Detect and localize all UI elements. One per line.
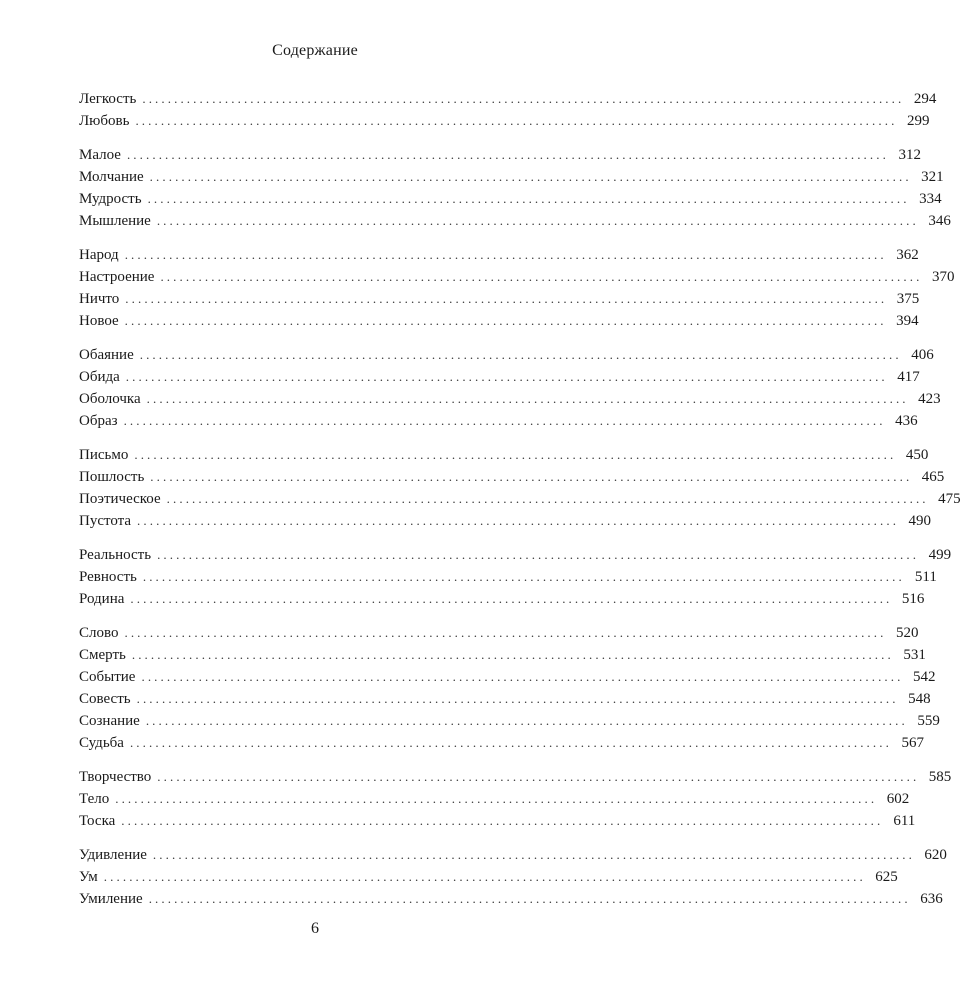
toc-entry-page: 611 <box>893 813 916 829</box>
toc-entry <box>79 644 926 666</box>
dot-leader: ........................................................................................................................ <box>134 447 897 462</box>
toc-group <box>79 144 951 232</box>
toc-entry-page: 542 <box>912 669 936 685</box>
toc-entry-page: 406 <box>911 347 934 363</box>
dot-leader: ........................................................................................................................ <box>121 813 884 828</box>
dot-leader: ........................................................................................................................ <box>147 191 910 206</box>
dot-leader: ........................................................................................................................ <box>124 625 887 640</box>
toc-entry-title: Легкость <box>79 91 137 107</box>
toc-entry-title: Событие <box>79 669 136 685</box>
toc-entry <box>79 810 916 832</box>
dot-leader: ........................................................................................................................ <box>115 791 878 806</box>
toc-entry-page: 531 <box>903 647 926 663</box>
toc-entry-title: Мудрость <box>79 191 142 207</box>
toc-entry <box>79 444 929 466</box>
toc-entry <box>79 666 936 688</box>
toc-entry <box>79 244 919 266</box>
toc-entry <box>79 510 932 532</box>
dot-leader: ........................................................................................................................ <box>166 491 929 506</box>
toc-entry <box>79 88 937 110</box>
toc-entry <box>79 110 930 132</box>
toc-entry <box>79 544 952 566</box>
toc-entry <box>79 410 918 432</box>
toc-entry-title: Пошлость <box>79 469 145 485</box>
toc-entry-title: Письмо <box>79 447 129 463</box>
toc-entry-page: 294 <box>913 91 937 107</box>
toc-entry-title: Творчество <box>79 769 152 785</box>
toc-entry-page: 511 <box>914 569 937 585</box>
toc-entry-title: Новое <box>79 313 119 329</box>
toc-entry-title: Сознание <box>79 713 140 729</box>
toc-entry-title: Мышление <box>79 213 151 229</box>
toc-entry <box>79 288 920 310</box>
toc-entry <box>79 166 944 188</box>
table-of-contents <box>79 88 961 922</box>
toc-entry <box>79 688 931 710</box>
dot-leader: ........................................................................................................................ <box>139 347 902 362</box>
toc-entry-title: Обида <box>79 369 120 385</box>
dot-leader: ........................................................................................................................ <box>142 91 905 106</box>
dot-leader: ........................................................................................................................ <box>137 513 900 528</box>
toc-entry-title: Настроение <box>79 269 155 285</box>
dot-leader: ........................................................................................................................ <box>126 147 889 162</box>
toc-entry-page: 475 <box>938 491 961 507</box>
dot-leader: ........................................................................................................................ <box>123 413 886 428</box>
toc-group <box>79 444 961 532</box>
toc-entry-page: 520 <box>895 625 919 641</box>
dot-leader: ........................................................................................................................ <box>148 891 911 906</box>
toc-entry-page: 375 <box>896 291 920 307</box>
toc-entry-title: Обаяние <box>79 347 134 363</box>
dot-leader: ........................................................................................................................ <box>136 691 899 706</box>
toc-entry <box>79 366 920 388</box>
dot-leader: ........................................................................................................................ <box>124 247 887 262</box>
toc-entry-page: 559 <box>917 713 940 729</box>
toc-entry-title: Ничто <box>79 291 120 307</box>
toc-entry-page: 499 <box>928 547 952 563</box>
toc-entry-page: 299 <box>906 113 930 129</box>
toc-entry-page: 567 <box>901 735 924 751</box>
toc-entry-title: Судьба <box>79 735 124 751</box>
dot-leader: ........................................................................................................................ <box>145 713 908 728</box>
dot-leader: ........................................................................................................................ <box>156 213 919 228</box>
dot-leader: ........................................................................................................................ <box>152 847 915 862</box>
toc-entry-title: Удивление <box>79 847 147 863</box>
toc-entry <box>79 766 952 788</box>
toc-entry-title: Поэтическое <box>79 491 161 507</box>
toc-entry <box>79 388 941 410</box>
toc-entry-page: 620 <box>924 847 947 863</box>
dot-leader: ........................................................................................................................ <box>130 591 893 606</box>
toc-entry <box>79 866 898 888</box>
dot-leader: ........................................................................................................................ <box>149 169 912 184</box>
toc-entry-page: 321 <box>921 169 944 185</box>
toc-entry-title: Совесть <box>79 691 131 707</box>
dot-leader: ........................................................................................................................ <box>150 469 913 484</box>
dot-leader: ........................................................................................................................ <box>125 291 888 306</box>
toc-entry <box>79 466 945 488</box>
toc-entry-title: Пустота <box>79 513 132 529</box>
toc-entry-title: Молчание <box>79 169 144 185</box>
toc-entry-page: 636 <box>920 891 943 907</box>
toc-entry <box>79 588 925 610</box>
page-title: Содержание <box>272 42 358 59</box>
dot-leader: ........................................................................................................................ <box>142 569 905 584</box>
toc-entry-title: Тело <box>79 791 110 807</box>
toc-entry-page: 516 <box>901 591 925 607</box>
toc-entry <box>79 144 921 166</box>
toc-entry <box>79 310 919 332</box>
toc-entry-page: 625 <box>875 869 898 885</box>
dot-leader: ........................................................................................................................ <box>129 735 892 750</box>
toc-entry-title: Любовь <box>79 113 130 129</box>
toc-entry-page: 450 <box>905 447 929 463</box>
toc-entry-page: 436 <box>895 413 918 429</box>
toc-entry-page: 362 <box>896 247 919 263</box>
dot-leader: ........................................................................................................................ <box>160 269 923 284</box>
toc-entry-title: Слово <box>79 625 119 641</box>
toc-entry <box>79 210 951 232</box>
toc-group <box>79 844 947 910</box>
dot-leader: ........................................................................................................................ <box>135 113 898 128</box>
toc-entry-title: Малое <box>79 147 121 163</box>
dot-leader: ........................................................................................................................ <box>131 647 894 662</box>
toc-entry-page: 312 <box>898 147 921 163</box>
dot-leader: ........................................................................................................................ <box>125 369 888 384</box>
page-number: 6 <box>311 920 319 937</box>
toc-entry <box>79 344 934 366</box>
toc-entry-page: 423 <box>918 391 941 407</box>
toc-entry-page: 417 <box>897 369 920 385</box>
toc-entry <box>79 888 943 910</box>
toc-entry-page: 585 <box>928 769 952 785</box>
toc-entry-page: 370 <box>931 269 955 285</box>
toc-entry-title: Образ <box>79 413 118 429</box>
toc-entry <box>79 844 947 866</box>
toc-group <box>79 544 952 610</box>
toc-entry-page: 602 <box>886 791 910 807</box>
toc-entry-title: Ум <box>79 869 98 885</box>
toc-entry <box>79 788 910 810</box>
toc-entry <box>79 566 937 588</box>
dot-leader: ........................................................................................................................ <box>141 669 904 684</box>
toc-entry-title: Тоска <box>79 813 116 829</box>
toc-group <box>79 344 941 432</box>
dot-leader: ........................................................................................................................ <box>103 869 866 884</box>
toc-entry-title: Смерть <box>79 647 126 663</box>
dot-leader: ........................................................................................................................ <box>157 547 920 562</box>
toc-entry-page: 465 <box>921 469 945 485</box>
toc-entry-title: Родина <box>79 591 125 607</box>
toc-entry-page: 394 <box>896 313 919 329</box>
toc-entry-page: 346 <box>928 213 951 229</box>
toc-entry-title: Реальность <box>79 547 152 563</box>
dot-leader: ........................................................................................................................ <box>157 769 920 784</box>
toc-entry-title: Ревность <box>79 569 137 585</box>
toc-group <box>79 766 952 832</box>
toc-entry <box>79 710 940 732</box>
toc-entry-title: Народ <box>79 247 119 263</box>
toc-entry-page: 334 <box>919 191 942 207</box>
dot-leader: ........................................................................................................................ <box>146 391 909 406</box>
toc-group <box>79 244 955 332</box>
toc-entry-page: 548 <box>908 691 931 707</box>
toc-group <box>79 622 940 754</box>
toc-entry <box>79 622 919 644</box>
toc-entry <box>79 732 924 754</box>
toc-group <box>79 88 937 132</box>
toc-entry-page: 490 <box>908 513 932 529</box>
toc-entry <box>79 266 955 288</box>
toc-entry-title: Оболочка <box>79 391 141 407</box>
toc-entry-title: Умиление <box>79 891 143 907</box>
dot-leader: ........................................................................................................................ <box>124 313 887 328</box>
toc-entry <box>79 488 961 510</box>
toc-entry <box>79 188 942 210</box>
